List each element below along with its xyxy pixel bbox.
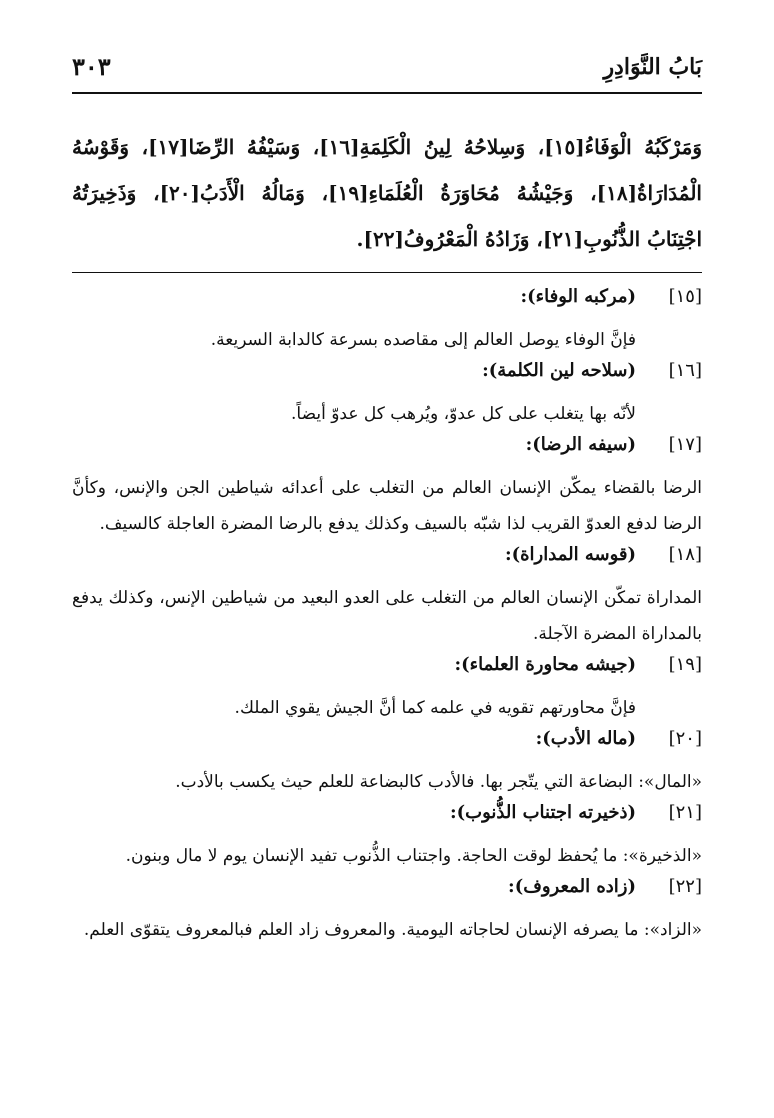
footnote-body: لأنّه بها يتغلب على كل عدوّ، ويُرهب كل عدوّ أيضاً.: [291, 404, 636, 424]
chapter-title: بَابُ النَّوَادِرِ: [603, 54, 702, 80]
footnote-22: [72, 876, 702, 948]
footnote-body: فإنَّ الوفاء يوصل العالم إلى مقاصده بسرعة كالدابة السريعة.: [210, 330, 636, 350]
footnote-21: [72, 802, 702, 874]
footnote-heading: [72, 802, 702, 838]
footnote-body: فإنَّ محاورتهم تقويه في علمه كما أنَّ الجيش يقوي الملك.: [234, 698, 636, 718]
footnote-body: «الذخيرة»: ما يُحفظ لوقت الحاجة. واجتناب الذُّنوب تفيد الإنسان يوم لا مال وبنون.: [125, 846, 702, 866]
footnote-heading: [72, 360, 702, 396]
footnote-title: (ماله الأدب):: [535, 728, 636, 749]
footnotes: [72, 286, 702, 950]
page-number: ٣٠٣: [72, 52, 111, 81]
footnote-number: [٢٠]: [668, 728, 702, 749]
footnote-separator: [72, 272, 702, 273]
footnote-body: الرضا بالقضاء يمكّن الإنسان العالم من التغلب على أعدائه شياطين الجن والإنس، وكأنَّ الرضا لدفع العدوّ القريب لذا شبّه بالسيف وكذلك يدفع بالرضا المضرة العاجلة كالسيف.: [72, 478, 702, 534]
footnote-16: [72, 360, 702, 432]
page-header: [72, 48, 702, 94]
footnote-title: (سيفه الرضا):: [525, 434, 636, 455]
footnote-title: (ذخيرته اجتناب الذُّنوب):: [450, 802, 636, 823]
footnote-body: «الزاد»: ما يصرفه الإنسان لحاجاته اليومية. والمعروف زاد العلم فبالمعروف يتقوّى العلم.: [83, 920, 702, 940]
footnote-number: [١٨]: [668, 544, 702, 565]
footnote-number: [٢٢]: [668, 876, 702, 897]
footnote-heading: [72, 286, 702, 322]
footnote-20: [72, 728, 702, 800]
footnote-heading: [72, 876, 702, 912]
footnote-title: (زاده المعروف):: [508, 876, 636, 897]
footnote-body: «المال»: البضاعة التي يتّجر بها. فالأدب كالبضاعة للعلم حيث يكسب بالأدب.: [175, 772, 702, 792]
footnote-19: [72, 654, 702, 726]
footnote-body: المداراة تمكّن الإنسان العالم من التغلب على العدو البعيد من شياطين الإنس، وكذلك يدفع بالمداراة المضرة الآجلة.: [72, 588, 702, 644]
footnote-17: [72, 434, 702, 542]
footnote-15: [72, 286, 702, 358]
footnote-number: [٢١]: [668, 802, 702, 823]
footnote-title: (سلاحه لين الكلمة):: [482, 360, 636, 381]
footnote-title: (قوسه المداراة):: [504, 544, 636, 565]
main-text: وَمَرْكَبُهُ الْوَفَاءُ[١٥]، وَسِلاحُهُ لِينُ الْكَلِمَةِ[١٦]، وَسَيْفُهُ الرِّضَا[١٧]، وَقَوْسُهُ الْمُدَارَاةُ[١٨]، وَجَيْشُهُ مُحَاوَرَةُ الْعُلَمَاءِ[١٩]، وَمَالُهُ الْأَدَبُ[٢٠]، وَذَخِيرَتُهُ اجْتِنَابُ الذُّنُوبِ[٢١]، وَزَادُهُ الْمَعْرُوفُ[٢٢].: [72, 135, 702, 251]
footnote-number: [١٦]: [668, 360, 702, 381]
footnote-18: [72, 544, 702, 652]
footnote-number: [١٩]: [668, 654, 702, 675]
footnote-heading: [72, 654, 702, 690]
footnote-heading: [72, 728, 702, 764]
footnote-title: (مركبه الوفاء):: [520, 286, 636, 307]
footnote-number: [١٥]: [668, 286, 702, 307]
footnote-title: (جيشه محاورة العلماء):: [454, 654, 636, 675]
footnote-heading: [72, 544, 702, 580]
footnote-heading: [72, 434, 702, 470]
footnote-number: [١٧]: [668, 434, 702, 455]
